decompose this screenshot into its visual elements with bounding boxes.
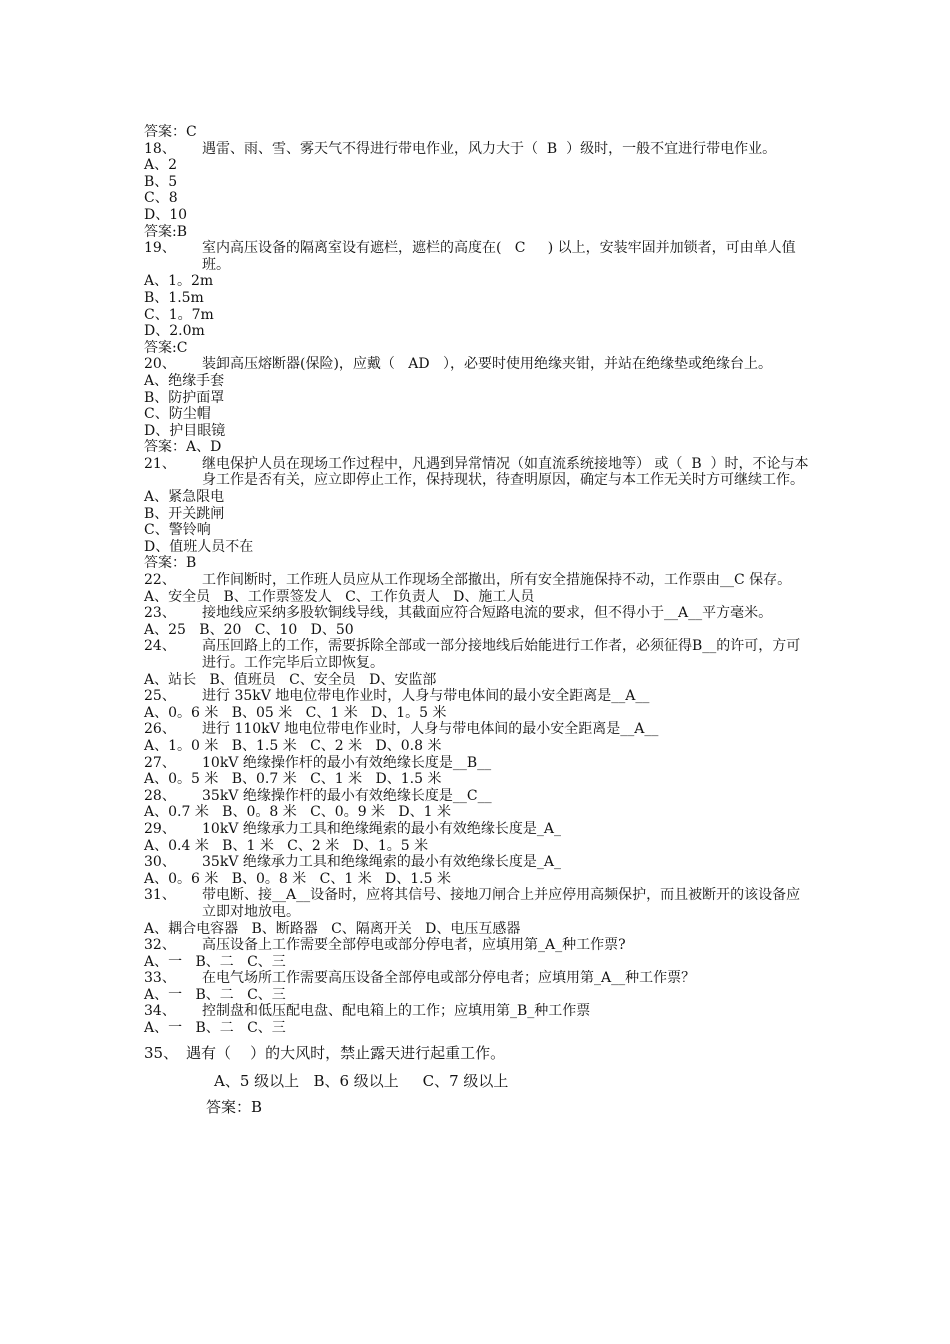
options-line: A、5 级以上 B、6 级以上 C、7 级以上 [214,1071,509,1090]
option-line: A、一 B、二 C、三 [144,953,286,970]
question-35 [144,1043,814,1117]
option-line: A、0。5 米 B、0.7 米 C、1 米 D、1.5 米 [144,771,442,788]
question-number: 33、 [144,970,176,987]
question-number: 35、 [144,1043,179,1062]
question-block [144,937,814,970]
option-line: A、绝缘手套 [144,372,225,389]
question-list [144,124,814,1117]
question-text: 10kV 绝缘操作杆的最小有效绝缘长度是__B__ [202,754,492,771]
question-block [144,821,814,854]
question-text: 控制盘和低压配电盘、配电箱上的工作；应填用第_B_种工作票 [202,1003,591,1020]
question-block [144,887,814,937]
option-line: A、2 [144,157,178,174]
question-text: 高压回路上的工作，需要拆除全部或一部分接地线后始能进行工作者，必须征得B__的许可，方可进行。工作完毕后立即恢复。 [202,638,801,671]
question-text: 35kV 绝缘承力工具和绝缘绳索的最小有效绝缘长度是_A_ [202,854,561,871]
answer-line: 答案：B [206,1097,263,1116]
option-line: D、2.0m [144,323,205,340]
option-line: A、安全员 B、工作票签发人 C、工作负责人 D、施工人员 [144,588,535,605]
option-line: D、护目眼镜 [144,422,226,439]
question-number: 34、 [144,1003,176,1020]
question-text: 进行 110kV 地电位带电作业时，人身与带电体间的最小安全距离是__A__ [202,721,659,738]
option-line: A、紧急限电 [144,489,225,506]
option-line: A、站长 B、值班员 C、安全员 D、安监部 [144,671,437,688]
question-block [144,356,814,456]
question-number: 20、 [144,356,176,373]
question-block [144,755,814,788]
option-line: C、警铃响 [144,522,211,539]
option-line: C、1。7m [144,306,214,323]
question-block [144,141,814,241]
option-line: B、1.5m [144,289,204,306]
question-number: 26、 [144,721,176,738]
question-text: 10kV 绝缘承力工具和绝缘绳索的最小有效绝缘长度是_A_ [202,820,561,837]
question-block [144,605,814,638]
question-block [144,721,814,754]
option-line: A、25 B、20 C、10 D、50 [144,621,354,638]
question-number: 30、 [144,854,176,871]
question-number: 23、 [144,605,176,622]
question-number: 22、 [144,572,176,589]
question-text: 室内高压设备的隔离室设有遮栏，遮栏的高度在( C ) 以上，安装牢固并加锁者，可由单人值班。 [202,240,796,273]
question-text: 工作间断时，工作班人员应从工作现场全部撤出，所有安全措施保持不动，工作票由__C 保存。 [202,572,792,589]
question-text: 接地线应采纳多股软铜线导线，其截面应符合短路电流的要求，但不得小于__A__平方毫米。 [202,605,773,622]
question-text: 在电气场所工作需要高压设备全部停电或部分停电者；应填用第_A__种工作票？ [202,970,696,987]
answer-line: 答案：C [144,124,197,140]
option-line: A、1。2m [144,273,214,290]
option-line: A、耦合电容器 B、断路器 C、隔离开关 D、电压互感器 [144,920,521,937]
question-number: 31、 [144,887,176,904]
question-block [144,854,814,887]
option-line: A、0。6 米 B、0。8 米 C、1 米 D、1.5 米 [144,870,451,887]
option-line: A、0.4 米 B、1 米 C、2 米 D、1。5 米 [144,837,429,854]
answer-line: 答案：A、D [144,439,222,456]
question-number: 28、 [144,787,176,804]
option-line: C、8 [144,190,178,207]
question-number: 18、 [144,140,176,157]
question-number: 29、 [144,820,176,837]
question-text: 遇有（ ）的大风时，禁止露天进行起重工作。 [186,1043,506,1062]
option-line: B、防护面罩 [144,389,225,406]
question-number: 32、 [144,937,176,954]
question-block [144,970,814,1003]
question-text: 继电保护人员在现场工作过程中，凡遇到异常情况（如直流系统接地等） 或（ B ）时，不论与本身工作是否有关，应立即停止工作，保持现状，待查明原因，确定与本工作无关时方可继续工作。 [202,455,809,489]
option-line: A、一 B、二 C、三 [144,1020,286,1037]
question-block [144,788,814,821]
question-text: 带电断、接__A__设备时，应将其信号、接地刀闸合上并应停用高频保护，而且被断开的该设备应立即对地放电。 [202,887,801,920]
question-number: 24、 [144,638,176,655]
question-block [144,638,814,688]
question-block [144,1003,814,1036]
question-number: 25、 [144,688,176,705]
question-text: 35kV 绝缘操作杆的最小有效绝缘长度是__C__ [202,787,492,804]
option-line: B、5 [144,173,178,190]
option-line: B、开关跳闸 [144,505,225,522]
question-block [144,240,814,356]
question-block [144,456,814,572]
option-line: A、1。0 米 B、1.5 米 C、2 米 D、0.8 米 [144,737,442,754]
option-line: A、0.7 米 B、0。8 米 C、0。9 米 D、1 米 [144,804,451,821]
option-line: C、防尘帽 [144,406,211,423]
question-text: 遇雷、雨、雪、雾天气不得进行带电作业，风力大于（ B ）级时，一般不宜进行带电作业。 [202,140,777,157]
option-line: A、一 B、二 C、三 [144,986,286,1003]
question-text: 高压设备上工作需要全部停电或部分停电者，应填用第_A_种工作票? [202,937,626,954]
option-line: D、10 [144,206,188,223]
question-text: 进行 35kV 地电位带电作业时，人身与带电体间的最小安全距离是__A__ [202,688,650,705]
option-line: D、值班人员不在 [144,538,254,555]
question-number: 21、 [144,455,176,472]
question-block [144,572,814,605]
question-number: 27、 [144,754,176,771]
question-number: 19、 [144,240,176,257]
answer-line: 答案:B [144,223,188,240]
answer-line: 答案:C [144,339,188,356]
answer-line: 答案：B [144,555,197,572]
question-block [144,688,814,721]
question-text: 装卸高压熔断器(保险)，应戴（ AD ），必要时使用绝缘夹钳，并站在绝缘垫或绝缘台上。 [202,356,772,373]
option-line: A、0。6 米 B、05 米 C、1 米 D、1。5 米 [144,704,447,721]
